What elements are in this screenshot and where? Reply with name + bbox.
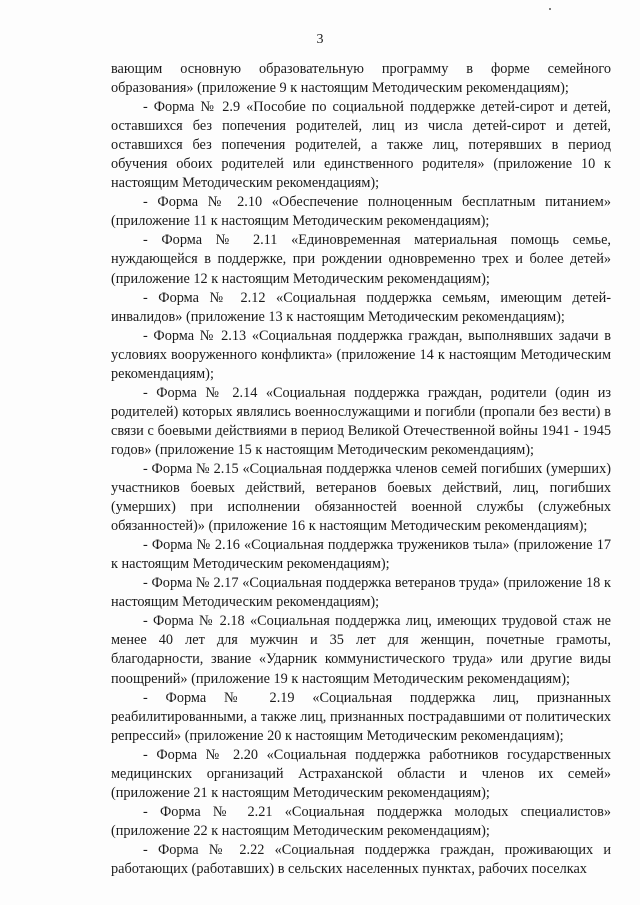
list-item-form-2-19: - Форма № 2.19 «Социальная поддержка лиц, признанных реабилитированными, а также лиц, признанных пострадавшими от политических репрессий» (приложение 20 к настоящим Методическим рекомендациям);	[111, 689, 611, 744]
list-item-form-2-22: - Форма № 2.22 «Социальная поддержка граждан, проживающих и работающих (работавших) в сельских населенных пунктах, рабочих поселках	[111, 841, 611, 877]
list-item-form-2-20: - Форма № 2.20 «Социальная поддержка работников государственных медицинских организаций Астраханской области и членов их семей» (приложение 21 к настоящим Методическим рекомендациям);	[111, 746, 611, 801]
list-item-form-2-10: - Форма № 2.10 «Обеспечение полноценным бесплатным питанием» (приложение 11 к настоящим Методическим рекомендациям);	[111, 194, 611, 230]
paragraph-continuation: вающим основную образовательную программу в форме семейного образования» (приложение 9 к настоящим Методическим рекомендациям);	[111, 61, 611, 97]
list-item-form-2-12: - Форма № 2.12 «Социальная поддержка семьям, имеющим детей-инвалидов» (приложение 13 к настоящим Методическим рекомендациям);	[111, 289, 611, 325]
list-item-form-2-18: - Форма № 2.18 «Социальная поддержка лиц, имеющих трудовой стаж не менее 40 лет для мужчин и 35 лет для женщин, почетные грамоты, благодарности, звание «Ударник коммунистического труда» или другие виды поощрений» (приложение 19 к настоящим Методическим рекомендациям);	[111, 613, 611, 687]
list-item-form-2-17: - Форма № 2.17 «Социальная поддержка ветеранов труда» (приложение 18 к настоящим Методическим рекомендациям);	[111, 575, 611, 611]
list-item-form-2-9: - Форма № 2.9 «Пособие по социальной поддержке детей-сирот и детей, оставшихся без попечения родителей, лиц из числа детей-сирот и детей, оставшихся без попечения родителей, а также лиц, потерявших в период обучения обоих родителей или единственного родителя» (приложение 10 к настоящим Методическим рекомендациям);	[111, 99, 611, 192]
list-item-form-2-11: - Форма № 2.11 «Единовременная материальная помощь семье, нуждающейся в поддержке, при рождении одновременно трех и более детей» (приложение 12 к настоящим Методическим рекомендациям);	[111, 232, 611, 287]
body-text	[111, 60, 611, 879]
list-item-form-2-21: - Форма № 2.21 «Социальная поддержка молодых специалистов» (приложение 22 к настоящим Методическим рекомендациям);	[111, 803, 611, 839]
scan-speck	[549, 8, 551, 10]
list-item-form-2-15: - Форма № 2.15 «Социальная поддержка членов семей погибших (умерших) участников боевых действий, ветеранов боевых действий, лиц, погибших (умерших) при исполнении обязанностей военной службы (служебных обязанностей)» (приложение 16 к настоящим Методическим рекомендациям);	[111, 460, 611, 535]
list-item-form-2-16: - Форма № 2.16 «Социальная поддержка тружеников тыла» (приложение 17 к настоящим Методическим рекомендациям);	[111, 537, 611, 573]
list-item-form-2-13: - Форма № 2.13 «Социальная поддержка граждан, выполнявших задачи в условиях вооруженного конфликта» (приложение 14 к настоящим Методическим рекомендациям);	[111, 327, 611, 382]
page-number: 3	[316, 32, 324, 47]
list-item-form-2-14: - Форма № 2.14 «Социальная поддержка граждан, родители (один из родителей) которых являлись военнослужащими и погибли (пропали без вести) в связи с боевыми действиями в период Великой Отечественной войны 1941 - 1945 годов» (приложение 15 к настоящим Методическим рекомендациям);	[111, 384, 611, 458]
